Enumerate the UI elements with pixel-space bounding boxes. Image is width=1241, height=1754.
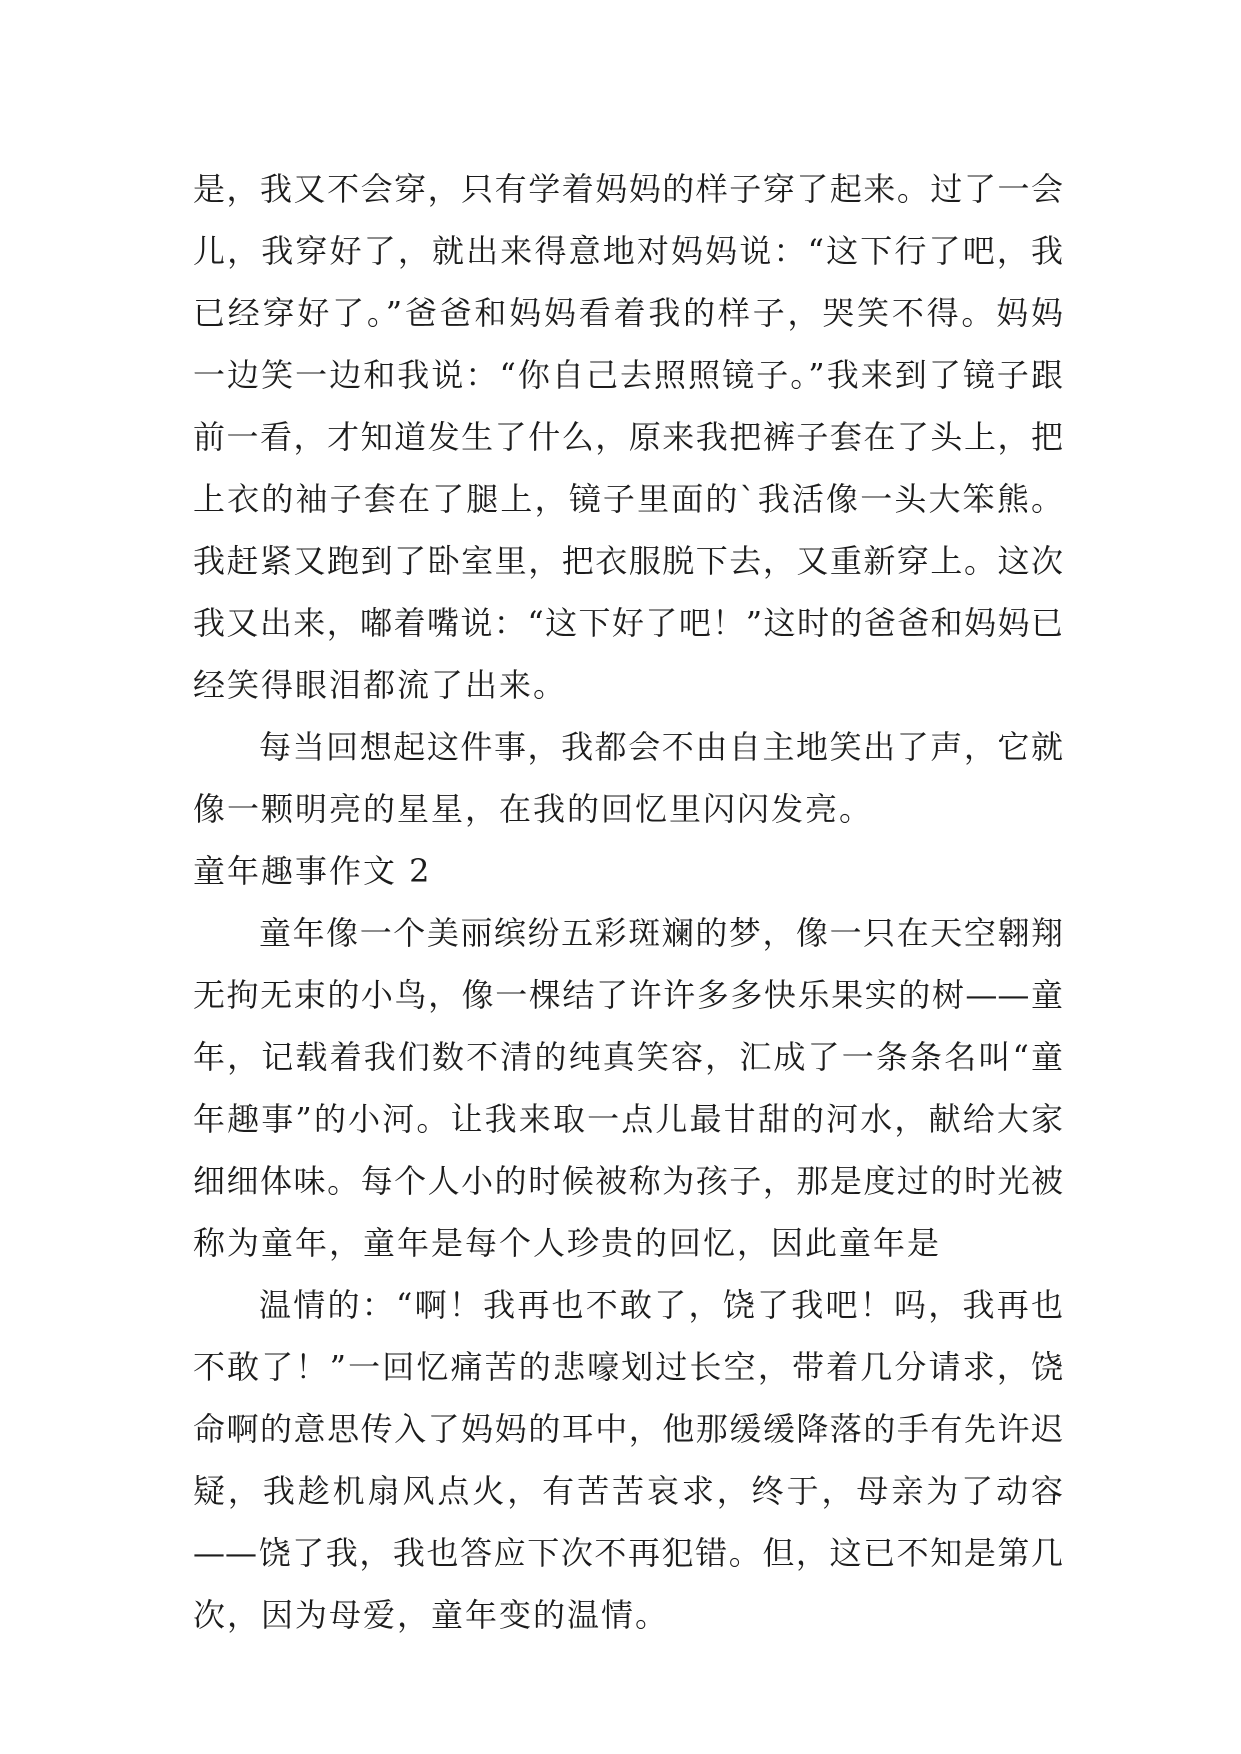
paragraph-line: 我赶紧又跑到了卧室里，把衣服脱下去，又重新穿上。这次 [193,542,1063,580]
paragraph-line: 次，因为母爱，童年变的温情。 [193,1596,670,1634]
paragraph-line: ——饶了我，我也答应下次不再犯错。但，这已不知是第几 [193,1534,1063,1572]
paragraph-line: 不敢了！”一回忆痛苦的悲嚎划过长空，带着几分请求，饶 [193,1348,1063,1386]
paragraph-line: 温情的：“啊！我再也不敢了，饶了我吧！吗，我再也 [259,1286,1063,1324]
paragraph-line: 前一看，才知道发生了什么，原来我把裤子套在了头上，把 [193,418,1063,456]
paragraph-line: 无拘无束的小鸟，像一棵结了许许多多快乐果实的树——童 [193,976,1063,1014]
paragraph-line: 上衣的袖子套在了腿上，镜子里面的`我活像一头大笨熊。 [193,480,1063,518]
document-body [193,158,1063,1646]
paragraph-line: 年，记载着我们数不清的纯真笑容，汇成了一条条名叫“童 [193,1038,1063,1076]
paragraph-line: 是，我又不会穿，只有学着妈妈的样子穿了起来。过了一会 [193,170,1063,208]
paragraph-line: 疑，我趁机扇风点火，有苦苦哀求，终于，母亲为了动容 [193,1472,1063,1510]
section-title: 童年趣事作文 2 [193,852,432,890]
paragraph-line: 经笑得眼泪都流了出来。 [193,666,568,704]
paragraph-line: 每当回想起这件事，我都会不由自主地笑出了声，它就 [259,728,1063,766]
paragraph-line: 称为童年，童年是每个人珍贵的回忆，因此童年是 [193,1224,942,1262]
paragraph-line: 一边笑一边和我说：“你自己去照照镜子。”我来到了镜子跟 [193,356,1063,394]
paragraph-line: 儿，我穿好了，就出来得意地对妈妈说：“这下行了吧，我 [193,232,1063,270]
paragraph-line: 已经穿好了。”爸爸和妈妈看着我的样子，哭笑不得。妈妈 [193,294,1063,332]
paragraph-line: 命啊的意思传入了妈妈的耳中，他那缓缓降落的手有先许迟 [193,1410,1063,1448]
paragraph-line: 像一颗明亮的星星，在我的回忆里闪闪发亮。 [193,790,874,828]
paragraph-line: 我又出来，嘟着嘴说：“这下好了吧！”这时的爸爸和妈妈已 [193,604,1063,642]
paragraph-line: 细细体味。每个人小的时候被称为孩子，那是度过的时光被 [193,1162,1063,1200]
paragraph-line: 年趣事”的小河。让我来取一点儿最甘甜的河水，献给大家 [193,1100,1063,1138]
paragraph-line: 童年像一个美丽缤纷五彩斑斓的梦，像一只在天空翱翔 [259,914,1063,952]
